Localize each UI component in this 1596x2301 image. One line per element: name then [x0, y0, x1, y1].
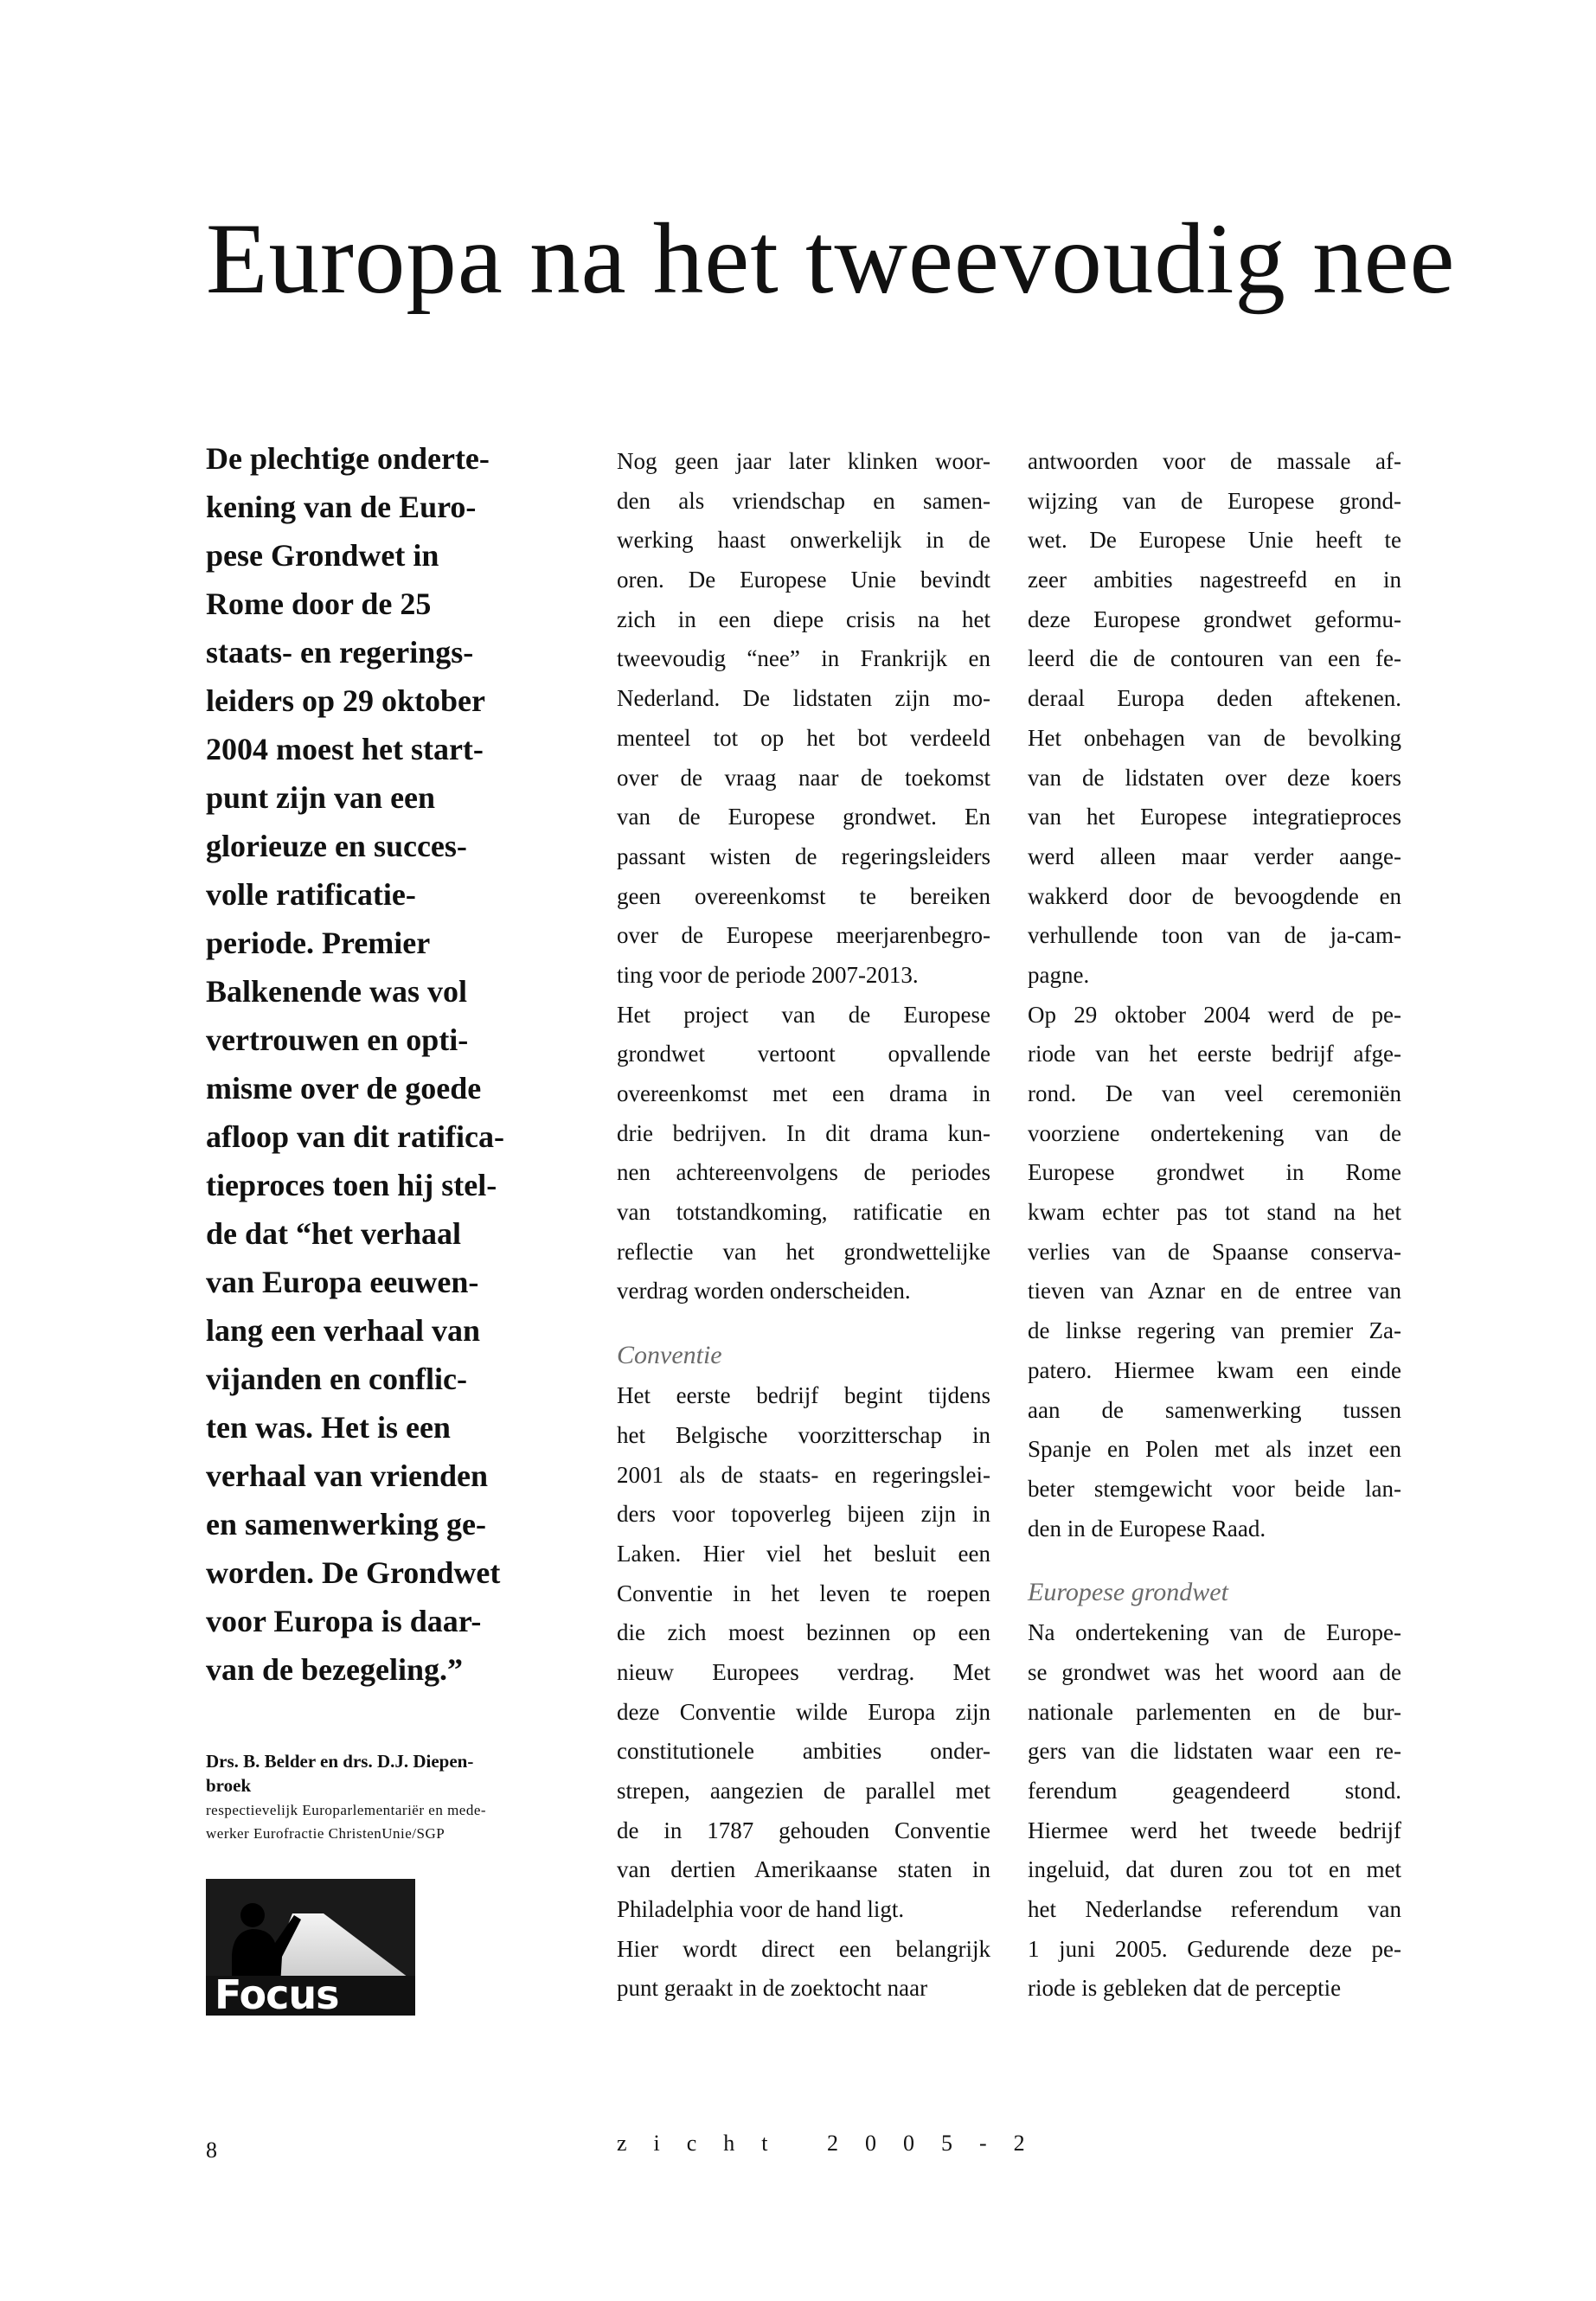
text-line: geen overeenkomst te bereiken — [617, 882, 990, 909]
text-line: over de Europese meerjarenbegro- — [617, 922, 990, 949]
text-line: van het Europese integratieproces — [1028, 804, 1401, 830]
author-role — [206, 1798, 578, 1845]
text-line: Philadelphia voor de hand ligt. — [617, 1896, 905, 1923]
article-column-3 — [1028, 442, 1401, 2009]
paragraph — [617, 1930, 990, 2009]
text-line: verdrag worden onderscheiden. — [617, 1278, 911, 1304]
text-line: vijanden en conflic- — [206, 1362, 467, 1396]
text-line: Nederland. De lidstaten zijn mo- — [617, 685, 990, 712]
focus-logo — [206, 1879, 415, 2016]
text-line: pagne. — [1028, 961, 1090, 988]
author-names — [206, 1749, 569, 1798]
text-line: staats- en regerings- — [206, 635, 474, 670]
text-line: die zich moest bezinnen op een — [617, 1619, 990, 1646]
text-line: periode. Premier — [206, 926, 431, 960]
text-line: Conventie in het leven te roepen — [617, 1580, 990, 1606]
section-heading-conventie: Conventie — [617, 1341, 722, 1370]
text-line: passant wisten de regeringsleiders — [617, 843, 990, 869]
text-line: ingeluid, dat duren zou tot en met — [1028, 1856, 1401, 1883]
text-line: kening van de Euro- — [206, 490, 477, 524]
text-line: nationale parlementen en de bur- — [1028, 1698, 1401, 1725]
text-line: volle ratificatie- — [206, 877, 416, 912]
text-line: rond. De van veel ceremoniën — [1028, 1080, 1401, 1106]
text-line: wijzing van de Europese grond- — [1028, 487, 1401, 514]
text-line: voorziene ondertekening van de — [1028, 1119, 1401, 1146]
text-line: reflectie van het grondwettelijke — [617, 1238, 990, 1265]
text-line: Europese grondwet in Rome — [1028, 1159, 1401, 1186]
text-line: leerd die de contouren van een fe- — [1028, 645, 1401, 672]
text-line: Rome door de 25 — [206, 586, 432, 621]
article-column-2 — [617, 442, 990, 2009]
lede-intro — [206, 434, 552, 1694]
text-line: respectievelijk Europarlementariër en mede- — [206, 1802, 487, 1818]
text-line: werd alleen maar verder aange- — [1028, 843, 1401, 869]
text-line: misme over de goede — [206, 1071, 482, 1106]
text-line: van Europa eeuwen- — [206, 1265, 479, 1299]
text-line: Hiermee werd het tweede bedrijf — [1028, 1817, 1401, 1843]
text-line: deraal Europa deden aftekenen. — [1028, 685, 1401, 712]
text-line: grondwet vertoont opvallende — [617, 1041, 990, 1067]
text-line: nieuw Europees verdrag. Met — [617, 1658, 990, 1685]
text-line: lang een verhaal van — [206, 1313, 481, 1348]
text-line: de in 1787 gehouden Conventie — [617, 1817, 990, 1843]
text-line: kwam echter pas tot stand na het — [1028, 1199, 1401, 1226]
text-line: van de lidstaten over deze koers — [1028, 764, 1401, 791]
text-line: nen achtereenvolgens de periodes — [617, 1159, 990, 1186]
running-footer-title: zicht 2005-2 — [617, 2131, 1052, 2156]
text-line: De plechtige onderte- — [206, 441, 490, 476]
paragraph — [617, 442, 990, 996]
text-line: zeer ambities nagestreefd en in — [1028, 567, 1401, 593]
text-line: worden. De Grondwet — [206, 1555, 501, 1590]
text-line: oren. De Europese Unie bevindt — [617, 567, 990, 593]
paragraph — [617, 996, 990, 1312]
text-line: 2004 moest het start- — [206, 732, 484, 766]
text-line: glorieuze en succes- — [206, 829, 467, 863]
text-line: Spanje en Polen met als inzet een — [1028, 1436, 1401, 1463]
text-line: tieproces toen hij stel- — [206, 1168, 497, 1202]
text-line: Balkenende was vol — [206, 974, 468, 1009]
text-line: Na ondertekening van de Europe- — [1028, 1619, 1401, 1646]
text-line: strepen, aangezien de parallel met — [617, 1778, 990, 1804]
text-line: verlies van de Spaanse conserva- — [1028, 1238, 1401, 1265]
text-line: de linkse regering van premier Za- — [1028, 1317, 1401, 1344]
section-heading-europese-grondwet: Europese grondwet — [1028, 1578, 1228, 1607]
paragraph — [1028, 996, 1401, 1549]
text-line: ders voor topoverleg bijeen zijn in — [617, 1501, 990, 1528]
text-line: werker Eurofractie ChristenUnie/SGP — [206, 1825, 445, 1842]
text-line: werking haast onwerkelijk in de — [617, 527, 990, 554]
text-line: wet. De Europese Unie heeft te — [1028, 527, 1401, 554]
text-line: 2001 als de staats- en regeringslei- — [617, 1461, 990, 1488]
text-line: deze Conventie wilde Europa zijn — [617, 1698, 990, 1725]
text-line: van de Europese grondwet. En — [617, 804, 990, 830]
text-line: drie bedrijven. In dit drama kun- — [617, 1119, 990, 1146]
text-line: Laken. Hier viel het besluit een — [617, 1540, 990, 1567]
focus-logo-text: Focus — [215, 1971, 339, 2016]
text-line: den in de Europese Raad. — [1028, 1515, 1266, 1541]
text-line: broek — [206, 1775, 252, 1796]
text-line: overeenkomst met een drama in — [617, 1080, 990, 1106]
text-line: ting voor de periode 2007-2013. — [617, 961, 919, 988]
text-line: van totstandkoming, ratificatie en — [617, 1199, 990, 1226]
text-line: en samenwerking ge- — [206, 1507, 486, 1541]
text-line: deze Europese grondwet geformu- — [1028, 606, 1401, 632]
text-line: 1 juni 2005. Gedurende deze pe- — [1028, 1935, 1401, 1962]
text-line: afloop van dit ratifica- — [206, 1119, 504, 1154]
text-line: van dertien Amerikaanse staten in — [617, 1856, 990, 1883]
text-line: pese Grondwet in — [206, 538, 439, 573]
text-line: het Nederlandse referendum van — [1028, 1896, 1401, 1923]
text-line: vertrouwen en opti- — [206, 1022, 469, 1057]
article-title: Europa na het tweevoudig nee — [206, 203, 1456, 315]
text-line: Het project van de Europese — [617, 1001, 990, 1028]
text-line: ten was. Het is een — [206, 1410, 451, 1445]
text-line: constitutionele ambities onder- — [617, 1738, 990, 1765]
text-line: over de vraag naar de toekomst — [617, 764, 990, 791]
text-line: gers van die lidstaten waar een re- — [1028, 1738, 1401, 1765]
text-line: Op 29 oktober 2004 werd de pe- — [1028, 1001, 1401, 1028]
text-line: voor Europa is daar- — [206, 1604, 482, 1638]
text-line: beter stemgewicht voor beide lan- — [1028, 1475, 1401, 1502]
text-line: de dat “het verhaal — [206, 1216, 461, 1251]
text-line: verhullende toon van de ja-cam- — [1028, 922, 1401, 949]
text-line: zich in een diepe crisis na het — [617, 606, 990, 632]
text-line: Drs. B. Belder en drs. D.J. Diepen- — [206, 1751, 474, 1772]
text-line: Nog geen jaar later klinken woor- — [617, 448, 990, 474]
text-line: menteel tot op het bot verdeeld — [617, 724, 990, 751]
paragraph — [1028, 1613, 1401, 2009]
text-line: wakkerd door de bevoogdende en — [1028, 882, 1401, 909]
text-line: aan de samenwerking tussen — [1028, 1396, 1401, 1423]
text-line: antwoorden voor de massale af- — [1028, 448, 1401, 474]
text-line: leiders op 29 oktober — [206, 683, 485, 718]
text-line: tieven van Aznar en de entree van — [1028, 1278, 1401, 1304]
text-line: se grondwet was het woord aan de — [1028, 1658, 1401, 1685]
text-line: verhaal van vrienden — [206, 1458, 489, 1493]
paragraph — [1028, 442, 1401, 996]
text-line: tweevoudig “nee” in Frankrijk en — [617, 645, 990, 672]
text-line: punt geraakt in de zoektocht naar — [617, 1975, 928, 2002]
text-line: Het onbehagen van de bevolking — [1028, 724, 1401, 751]
text-line: Hier wordt direct een belangrijk — [617, 1935, 990, 1962]
page-number: 8 — [206, 2138, 217, 2163]
paragraph — [617, 1376, 990, 1930]
text-line: punt zijn van een — [206, 780, 436, 815]
text-line: ferendum geagendeerd stond. — [1028, 1778, 1401, 1804]
text-line: riode is gebleken dat de perceptie — [1028, 1975, 1342, 2002]
text-line: den als vriendschap en samen- — [617, 487, 990, 514]
focus-logo-icon — [206, 1879, 415, 2016]
text-line: Het eerste bedrijf begint tijdens — [617, 1382, 990, 1409]
text-line: patero. Hiermee kwam een einde — [1028, 1356, 1401, 1383]
text-line: riode van het eerste bedrijf afge- — [1028, 1041, 1401, 1067]
text-line: het Belgische voorzitterschap in — [617, 1421, 990, 1448]
text-line: van de bezegeling.” — [206, 1652, 463, 1687]
